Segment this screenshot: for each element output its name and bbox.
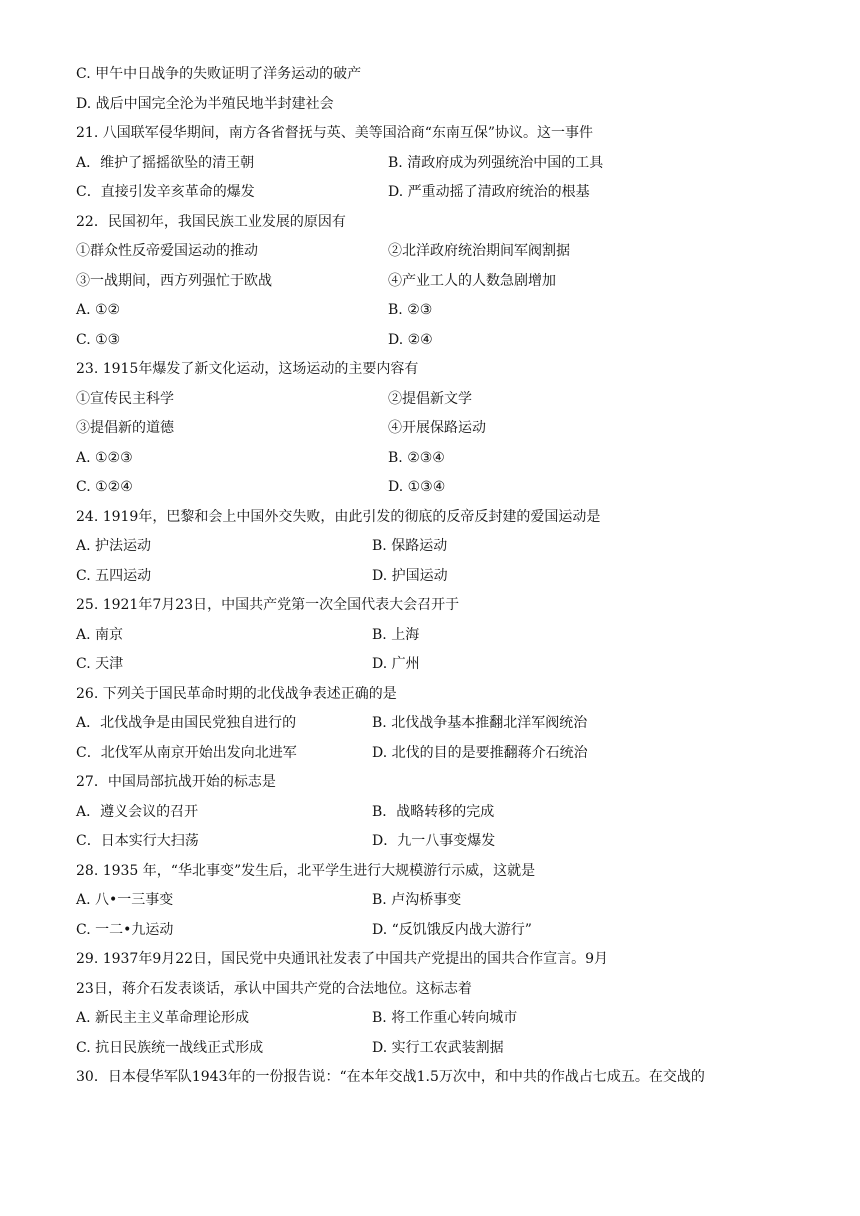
q23-option-c: C. ①②④ (76, 479, 133, 495)
q27-option-c: C．日本实行大扫荡 (76, 833, 199, 849)
q25-option-d: D. 广州 (372, 656, 420, 672)
q27-option-d: D．九一八事变爆发 (372, 833, 496, 849)
q28-option-d: D. “反饥饿反内战大游行” (372, 922, 532, 938)
question-22-stem: 22．民国初年，我国民族工业发展的原因有 (76, 214, 346, 230)
q29-option-d: D. 实行工农武装割据 (372, 1040, 504, 1056)
q25-option-c: C. 天津 (76, 656, 124, 672)
q24-option-d: D. 护国运动 (372, 568, 448, 584)
question-28-stem: 28. 1935 年，“华北事变”发生后，北平学生进行大规模游行示威，这就是 (76, 863, 536, 879)
q25-option-b: B. 上海 (372, 627, 420, 643)
question-26-stem: 26. 下列关于国民革命时期的北伐战争表述正确的是 (76, 686, 397, 702)
q23-option-a: A. ①②③ (76, 450, 133, 466)
question-24-stem: 24. 1919年，巴黎和会上中国外交失败，由此引发的彻底的反帝反封建的爱国运动是 (76, 509, 601, 525)
question-21-stem: 21. 八国联军侵华期间，南方各省督抚与英、美等国洽商“东南互保”协议。这一事件 (76, 125, 594, 141)
q26-option-c: C．北伐军从南京开始出发向北进军 (76, 745, 297, 761)
question-23-stem: 23. 1915年爆发了新文化运动，这场运动的主要内容有 (76, 361, 419, 377)
q23-statement-3: ③提倡新的道德 (76, 420, 174, 436)
q21-option-d: D. 严重动摇了清政府统治的根基 (388, 184, 590, 200)
question-29-stem-continued: 23日，蒋介石发表谈话，承认中国共产党的合法地位。这标志着 (76, 981, 472, 997)
q22-statement-3: ③一战期间，西方列强忙于欧战 (76, 273, 272, 289)
q29-option-b: B. 将工作重心转向城市 (372, 1010, 518, 1026)
q21-option-b: B. 清政府成为列强统治中国的工具 (388, 155, 604, 171)
question-25-stem: 25. 1921年7月23日，中国共产党第一次全国代表大会召开于 (76, 597, 460, 613)
q21-option-c: C．直接引发辛亥革命的爆发 (76, 184, 255, 200)
q22-statement-2: ②北洋政府统治期间军阀割据 (388, 243, 570, 259)
q22-statement-4: ④产业工人的人数急剧增加 (388, 273, 556, 289)
q20-option-d: D. 战后中国完全沦为半殖民地半封建社会 (76, 96, 334, 112)
q25-option-a: A. 南京 (76, 627, 124, 643)
q24-option-b: B. 保路运动 (372, 538, 448, 554)
q22-statement-1: ①群众性反帝爱国运动的推动 (76, 243, 258, 259)
q26-option-b: B. 北伐战争基本推翻北洋军阀统治 (372, 715, 588, 731)
q23-option-b: B. ②③④ (388, 450, 445, 466)
q28-option-c: C. 一二•九运动 (76, 922, 174, 938)
q28-option-a: A. 八•一三事变 (76, 892, 174, 908)
q22-option-d: D. ②④ (388, 332, 433, 348)
q22-option-b: B. ②③ (388, 302, 433, 318)
q21-option-a: A．维护了摇摇欲坠的清王朝 (76, 155, 255, 171)
q26-option-a: A．北伐战争是由国民党独自进行的 (76, 715, 297, 731)
q28-option-b: B. 卢沟桥事变 (372, 892, 462, 908)
question-30-stem: 30．日本侵华军队1943年的一份报告说：“在本年交战1.5万次中，和中共的作战占七成五。在交战的 (76, 1069, 705, 1085)
question-29-stem: 29. 1937年9月22日，国民党中央通讯社发表了中国共产党提出的国共合作宣言。9月 (76, 951, 608, 967)
q23-statement-1: ①宣传民主科学 (76, 391, 174, 407)
q22-option-c: C. ①③ (76, 332, 121, 348)
q23-statement-2: ②提倡新文学 (388, 391, 472, 407)
q20-option-c: C. 甲午中日战争的失败证明了洋务运动的破产 (76, 66, 362, 82)
q27-option-a: A．遵义会议的召开 (76, 804, 199, 820)
q29-option-c: C. 抗日民族统一战线正式形成 (76, 1040, 264, 1056)
q29-option-a: A. 新民主主义革命理论形成 (76, 1010, 250, 1026)
q23-statement-4: ④开展保路运动 (388, 420, 486, 436)
q27-option-b: B．战略转移的完成 (372, 804, 495, 820)
question-27-stem: 27．中国局部抗战开始的标志是 (76, 774, 276, 790)
q23-option-d: D. ①③④ (388, 479, 446, 495)
q22-option-a: A. ①② (76, 302, 121, 318)
q24-option-c: C. 五四运动 (76, 568, 152, 584)
q26-option-d: D. 北伐的目的是要推翻蒋介石统治 (372, 745, 588, 761)
q24-option-a: A. 护法运动 (76, 538, 152, 554)
